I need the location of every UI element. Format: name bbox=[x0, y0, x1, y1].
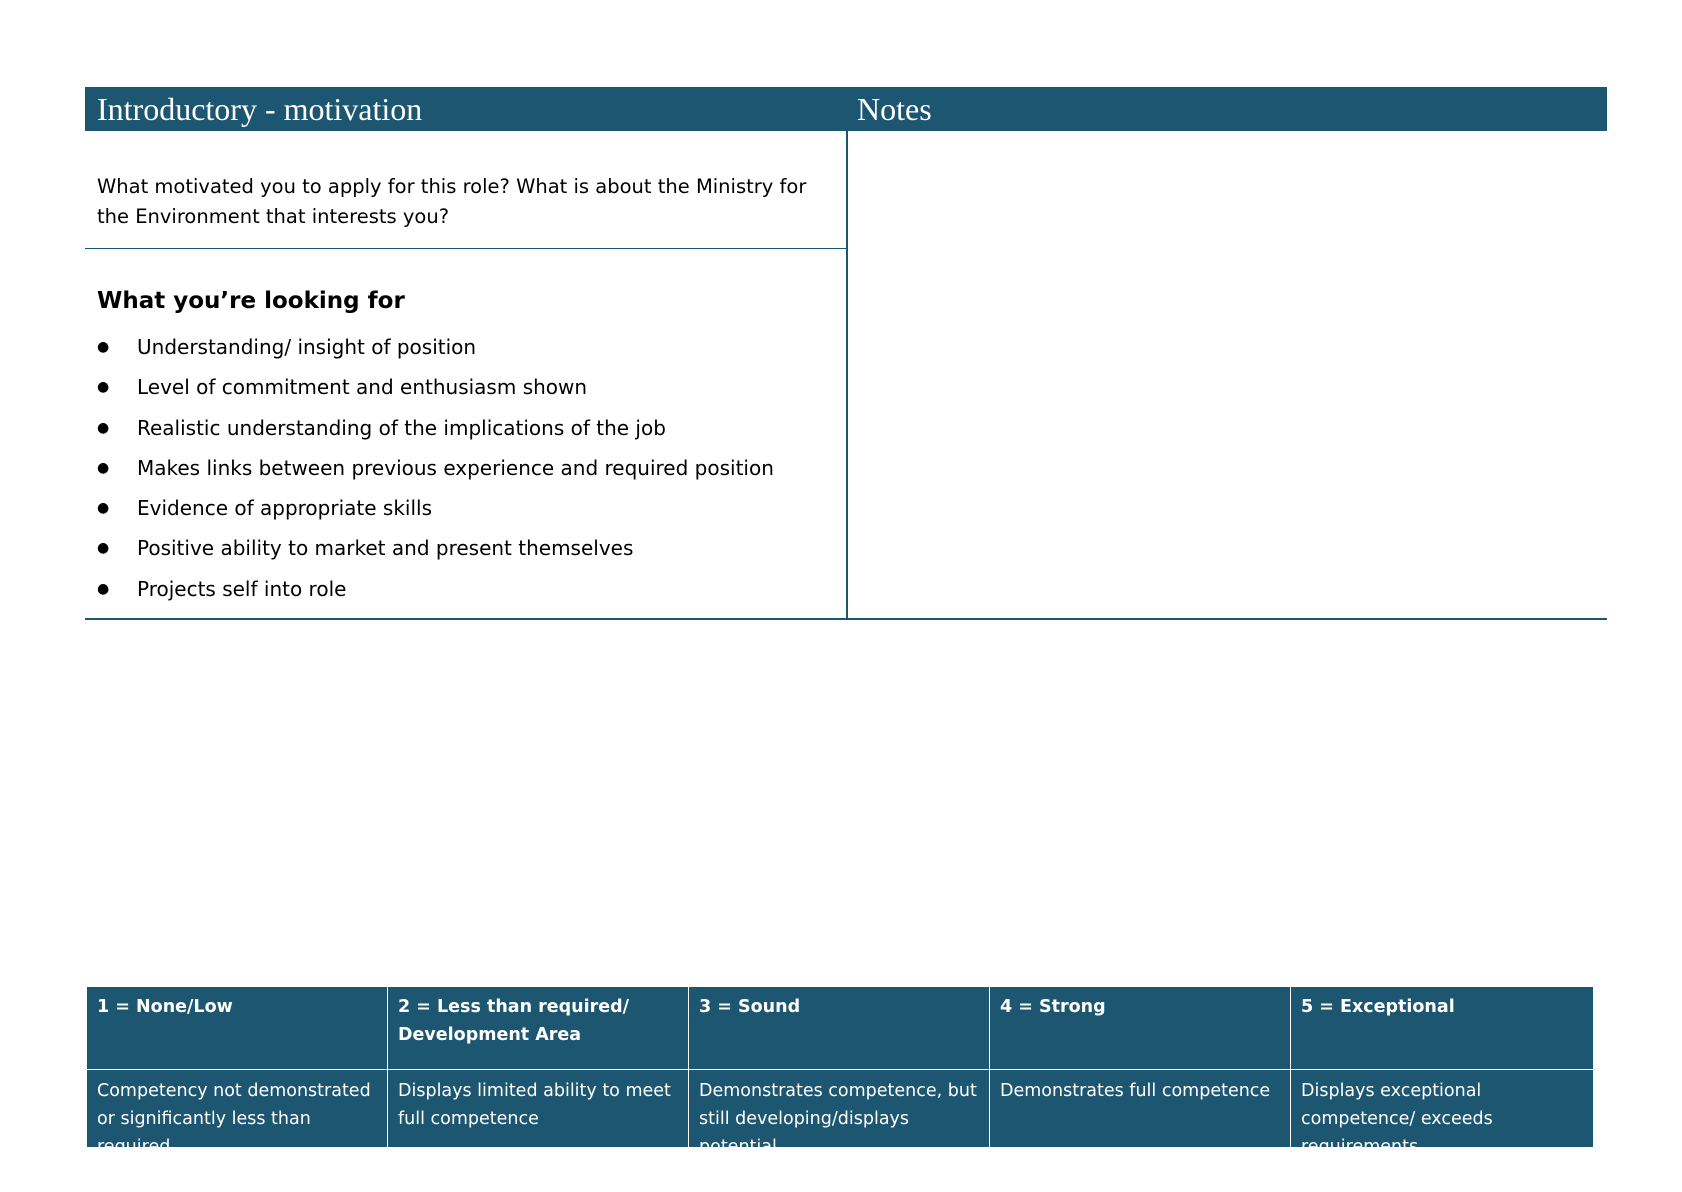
list-item-text: Makes links between previous experience and required position bbox=[137, 455, 774, 480]
rating-level-label: 1 = None/Low bbox=[87, 987, 388, 1070]
rating-level-description: Displays limited ability to meet full competence bbox=[388, 1070, 689, 1148]
rating-level-description: Demonstrates full competence bbox=[990, 1070, 1291, 1148]
column-divider bbox=[846, 131, 848, 619]
rating-level-description: Displays exceptional competence/ exceeds requirements bbox=[1291, 1070, 1593, 1148]
bullet-icon: ● bbox=[97, 419, 110, 436]
table-bottom-border bbox=[85, 618, 1607, 620]
notes-title: Notes bbox=[857, 91, 932, 127]
rating-level-label: 2 = Less than required/ Development Area bbox=[388, 987, 689, 1070]
list-item bbox=[97, 412, 837, 452]
list-item-text: Positive ability to market and present themselves bbox=[137, 536, 634, 561]
rating-level-label: 4 = Strong bbox=[990, 987, 1291, 1070]
rating-level-label: 5 = Exceptional bbox=[1291, 987, 1593, 1070]
bullet-icon: ● bbox=[97, 459, 110, 476]
list-item bbox=[97, 452, 837, 492]
list-item bbox=[97, 331, 837, 371]
list-item-text: Understanding/ insight of position bbox=[137, 335, 477, 359]
rating-scale-table bbox=[87, 987, 1593, 1157]
list-item bbox=[97, 573, 837, 613]
list-item-text: Level of commitment and enthusiasm shown bbox=[137, 375, 588, 400]
bullet-icon: ● bbox=[97, 379, 110, 396]
looking-for-heading: What you’re looking for bbox=[97, 288, 405, 314]
list-item-text: Realistic understanding of the implications of the job bbox=[137, 415, 666, 440]
rating-level-label: 3 = Sound bbox=[689, 987, 990, 1070]
bullet-icon: ● bbox=[97, 580, 110, 597]
rating-level-description: Competency not demonstrated or significantly less than required bbox=[87, 1070, 388, 1148]
bullet-icon: ● bbox=[97, 500, 110, 517]
list-item bbox=[97, 492, 837, 532]
looking-for-list bbox=[97, 331, 837, 613]
list-item bbox=[97, 371, 837, 411]
list-item bbox=[97, 532, 837, 572]
list-item-text: Evidence of appropriate skills bbox=[137, 496, 432, 521]
section-header bbox=[85, 87, 1607, 131]
question-divider bbox=[85, 248, 846, 249]
interview-question: What motivated you to apply for this role? What is about the Ministry for the Environment that interests you? bbox=[97, 175, 807, 228]
bullet-icon: ● bbox=[97, 540, 110, 557]
section-title: Introductory - motivation bbox=[97, 91, 423, 127]
rating-level-description: Demonstrates competence, but still developing/displays potential bbox=[689, 1070, 990, 1148]
bullet-icon: ● bbox=[97, 339, 110, 355]
list-item-text: Projects self into role bbox=[137, 576, 347, 601]
